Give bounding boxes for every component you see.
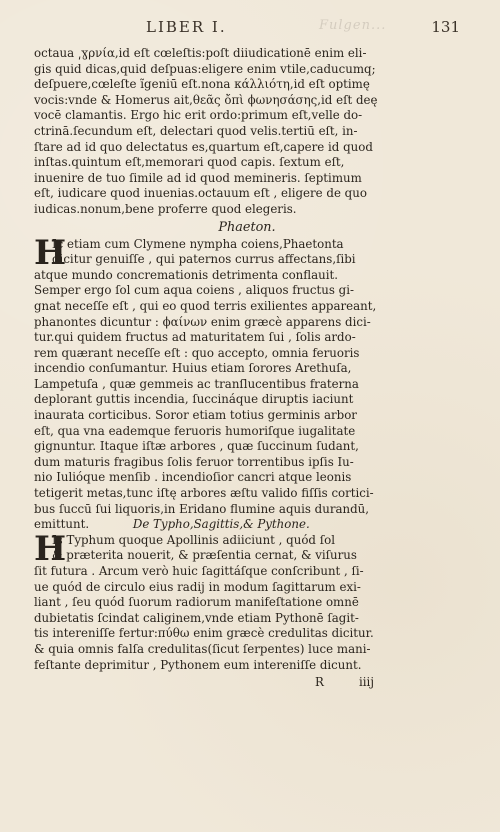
text-line: tis intereniſſe fertur:πύθω enim græcè credulitas dicitur. bbox=[34, 626, 374, 641]
text-line: nio Iulióque menſib . incendioſior cancri atque leonis bbox=[34, 470, 352, 485]
text-line: deplorant guttis incendia, ſuccináque diruptis iaciunt bbox=[34, 392, 354, 407]
text-line: Ic etiam cum Clymene nympha coiens,Phaetonta bbox=[52, 236, 344, 251]
running-head bbox=[34, 18, 460, 40]
text-line: inaurata corticibus. Soror etiam totius germinis arbor bbox=[34, 408, 357, 423]
signature-mark: iiij bbox=[359, 675, 374, 690]
text-line: tetigerit metas,tunc iſtę arbores æſtu valido fiſſis cortici- bbox=[34, 486, 374, 501]
text-line: eſt, qua vna eademque feruoris humoriſque iugalitate bbox=[34, 423, 356, 438]
catchword: R bbox=[315, 675, 324, 690]
text-line-with-heading bbox=[34, 517, 460, 533]
text-line: ue quód de circulo eius radij in modum ſagittarum exi- bbox=[34, 579, 361, 594]
phaeton-paragraph bbox=[34, 232, 460, 533]
running-title: LIBER I. bbox=[146, 18, 227, 36]
text-line: rem quærant neceſſe eſt : quo accepto, omnia feruoris bbox=[34, 345, 360, 360]
text-line: & quia omnis falſa credulitas(ſicut ſerpentes) luce mani- bbox=[34, 641, 371, 656]
text-line: Lampetuſa , quæ gemmeis ac tranſlucentibus fraterna bbox=[34, 376, 359, 391]
text-line: iudicas.nonum,bene proferre quod elegeris. bbox=[34, 201, 297, 216]
paragraph-end-text: emittunt. bbox=[34, 517, 90, 532]
text-line: dubietatis ſcindat caliginem,vnde etiam Pythonē ſagit- bbox=[34, 610, 359, 625]
text-line: & præterita nouerit, & præſentia cernat, & viſurus bbox=[52, 548, 357, 563]
drop-cap-letter: H bbox=[34, 528, 67, 569]
text-line: ſtare ad id quo delectatus es,quartum eſt,capere id quod bbox=[34, 139, 373, 154]
text-line: atque mundo concremationis detrimenta conflauit. bbox=[34, 267, 339, 282]
text-line: deſpuere,cœleſte ĩgeniū eſt.nona κάλλιότη,id eſt optimę bbox=[34, 77, 370, 92]
text-line: vocē clamantis. Ergo hic erit ordo:primum eſt,velle do- bbox=[34, 108, 363, 123]
typho-paragraph bbox=[34, 528, 460, 673]
section-heading-typho: De Typho,Sagittis,& Pythone. bbox=[132, 517, 310, 532]
bleed-through-text: Fulgen... bbox=[319, 18, 387, 33]
dropcap-block bbox=[34, 528, 460, 569]
text-line: inſtas.quintum eſt,memorari quod capis. ſextum eſt, bbox=[34, 155, 345, 170]
drop-cap-letter: H bbox=[34, 232, 67, 273]
text-line: tur.qui quidem fructus ad maturitatem ſui , ſolis ardo- bbox=[34, 330, 356, 345]
text-line: bus ſuccū ſui liquoris,in Eridano flumine aquis durandū, bbox=[34, 501, 369, 516]
text-line: liant , ſeu quód ſuorum radiorum manifeſtatione omnē bbox=[34, 595, 359, 610]
intro-paragraph bbox=[34, 46, 460, 218]
text-line: Semper ergo ſol cum aqua coiens , aliquos fructus gi- bbox=[34, 283, 354, 298]
text-line: octaua ͵ɣρνία,id eſt cœleſtis:poſt diiudicationē enim eli- bbox=[34, 46, 367, 60]
text-line: gnat neceſſe eſt , qui eo quod terris exilientes appareant, bbox=[34, 298, 377, 313]
text-line: ſit futura . Arcum verò huic ſagittáſque conſcribunt , ſi- bbox=[34, 564, 364, 578]
text-line: dicitur genuiſſe , qui paternos currus affectans,ſibi bbox=[52, 252, 356, 267]
page-footer bbox=[34, 675, 460, 690]
text-line: inuenire de tuo ſimile ad id quod memineris. ſeptimum bbox=[34, 170, 362, 185]
text-line: ctrinā.ſecundum eſt, delectari quod velis.tertiū eſt, in- bbox=[34, 123, 358, 138]
text-line: vocis:vnde & Homerus ait,θεᾶς ὄπὶ ϕωνησάσης,id eſt deę bbox=[34, 92, 378, 107]
text-line: incendio conſumantur. Huius etiam ſorores Arethuſa, bbox=[34, 361, 352, 376]
section-heading-phaeton: Phaeton. bbox=[218, 219, 276, 235]
text-line: feſtante deprimitur , Pythonem eum intereniſſe dicunt. bbox=[34, 657, 362, 672]
text-line: phanontes dicuntur : ϕαίνων enim græcè apparens dici- bbox=[34, 314, 371, 329]
folio-number: 131 bbox=[431, 18, 460, 36]
main-text-block bbox=[34, 46, 460, 690]
dropcap-block bbox=[34, 232, 460, 273]
text-line: gis quid dicas,quid deſpuas:eligere enim vtile,caducumq; bbox=[34, 61, 376, 76]
text-line: dum maturis fragibus ſolis feruor torrentibus ipſis Iu- bbox=[34, 454, 354, 469]
text-line: eſt, iudicare quod inuenias.octauum eſt , eligere de quo bbox=[34, 186, 367, 201]
text-line: Is Typhum quoque Apollinis adiiciunt , quód ſol bbox=[52, 532, 335, 547]
text-line: gignuntur. Itaque iſtæ arbores , quæ ſuccinum ſudant, bbox=[34, 439, 359, 454]
